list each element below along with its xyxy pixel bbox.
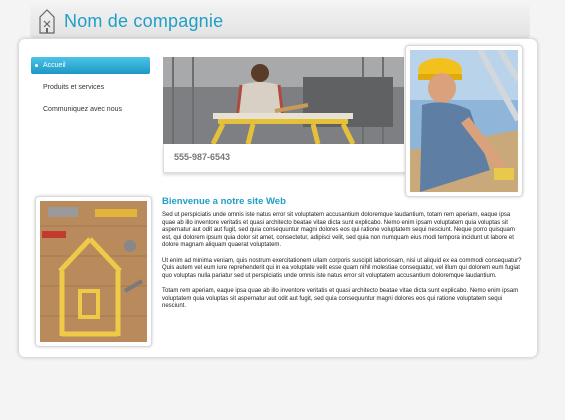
phone-number: 555-987-6543 [174, 152, 231, 162]
house-tools-icon [38, 9, 56, 35]
carpenter-photo [163, 57, 404, 144]
nav-item-contact[interactable]: Communiquez avec nous [43, 106, 122, 113]
nav-item-produits[interactable]: Produits et services [43, 84, 105, 91]
paragraph-2: Ut enim ad minima veniam, quis nostrum exercitationem ullam corporis suscipit laboriosam, nisi ut aliquid ex ea commodi consequatur? Quis autem vel eum iure reprehenderit qui in ea voluptate velit esse quam nihil molestiae consequatur, vel illum qui dolorem eum fugiat quo voluptas nulla pariatur sed ut perspiciatis unde omnis iste natus error sit voluptatem accusantium doloremque laudantium. [162, 257, 522, 279]
tools-photo [40, 201, 147, 342]
worker-photo-frame [405, 45, 523, 197]
worker-photo [410, 50, 518, 192]
nav-item-accueil[interactable]: Accueil [31, 57, 150, 74]
tools-photo-frame [35, 196, 152, 347]
phone-bar [163, 144, 406, 173]
body-text [162, 212, 525, 319]
paragraph-1: Sed ut perspiciatis unde omnis iste natus error sit voluptatem accusantium doloremque laudantium, totam rem aperiam, eaque ipsa quae ab illo inventore veritatis et quasi architecto beatae vitae dicta sunt explicabo. Nemo enim ipsam voluptatem quia voluptas sit aspernatur aut odit aut fugit, sed quia consequuntur magni dolores eos qui ratione voluptatem sequi nesciunt. Neque porro quisquam est, qui dolorem ipsum quia dolor sit amet, consectetur, adipisci velit, sed quia non numquam eius modi tempora incidunt ut labore et dolore magnam aliquam quaerat voluptatem. [162, 212, 515, 248]
company-name: Nom de compagnie [64, 11, 224, 31]
paragraph-3: Totam rem aperiam, eaque ipsa quae ab illo inventore veritatis et quasi architecto beatae vitae dicta sunt explicabo. Nemo enim ipsam voluptatem quia voluptas sit aspernatur aut odit aut fugit, sed quia consequuntur magni dolores eos qui ratione voluptatem sequi nesciunt. [162, 288, 519, 309]
banner-image [163, 57, 404, 144]
site-header [30, 4, 530, 38]
welcome-heading: Bienvenue a notre site Web [162, 196, 286, 207]
main-nav [31, 57, 150, 123]
